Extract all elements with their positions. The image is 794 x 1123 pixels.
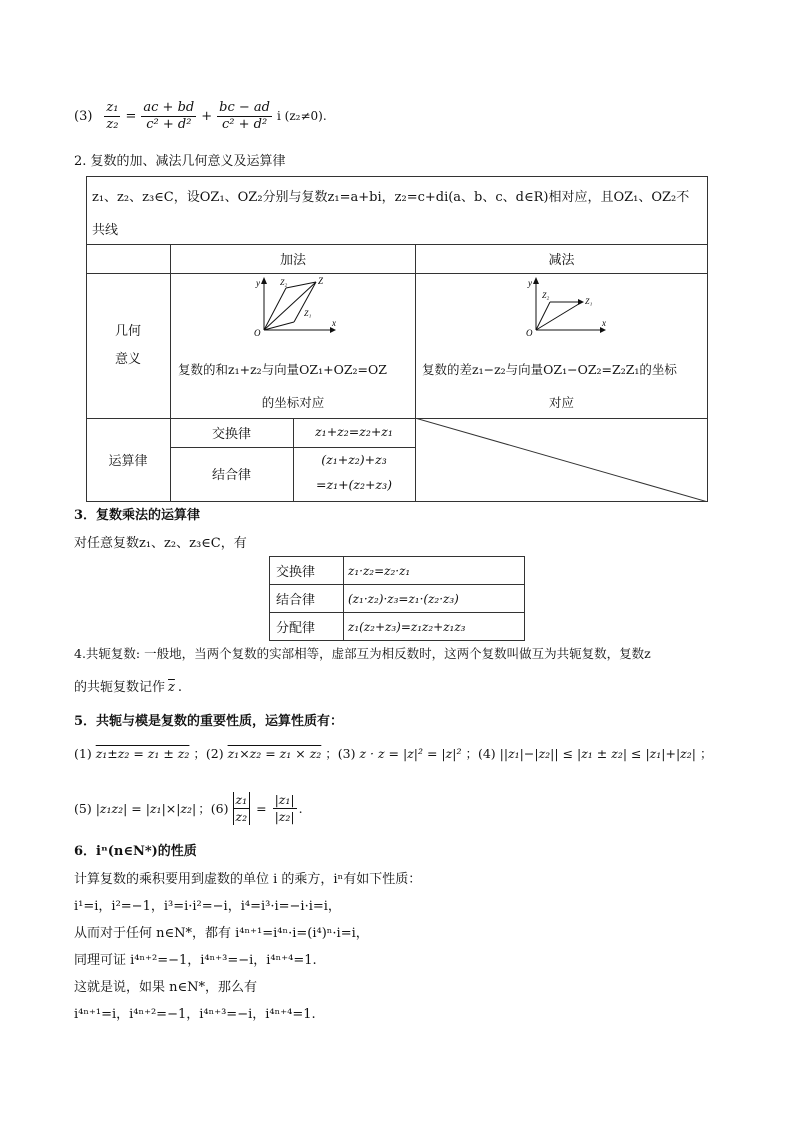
subtraction-vector-figure bbox=[518, 274, 614, 340]
law-formula: (z₁·z₂)·z₃=z₁·(z₂·z₃) bbox=[344, 585, 525, 613]
svg-text:y: y bbox=[528, 278, 532, 288]
section-4-line1: 4.共轭复数: 一般地，当两个复数的实部相等，虚部互为相反数时，这两个复数叫做互为共轭复数，复数z bbox=[74, 646, 651, 661]
section-6-line: 这就是说，如果 n∈N*，那么有 bbox=[74, 980, 258, 995]
commute-formula: z₁+z₂=z₂+z₁ bbox=[315, 424, 393, 439]
section-6-line: 计算复数的乘积要用到虚数的单位 i 的乘方，iⁿ有如下性质： bbox=[74, 872, 422, 887]
law-formula: z₁(z₂+z₃)=z₁z₂+z₁z₃ bbox=[344, 613, 525, 641]
formula-3: (3) $\frac{\text{z₁}}{\text{z₂}}$ = $\frac{ac + bd}{\text{c² + d²}}$ + $\frac{bc - ad}{\text{c² + d²}}$ i (z₂≠0). bbox=[74, 99, 327, 132]
law-name: 分配律 bbox=[270, 613, 344, 641]
law-name: 结合律 bbox=[270, 585, 344, 613]
svg-text:O: O bbox=[526, 328, 533, 338]
section-3-intro: 对任意复数z₁、z₂、z₃∈C，有 bbox=[74, 536, 247, 551]
section-6-line: i¹=i，i²=−1，i³=i·i²=−i，i⁴=i³·i=−i·i=i， bbox=[74, 899, 341, 914]
formula-3-frac2: $\frac{bc - ad}{\text{c² + d²}}$ bbox=[219, 99, 270, 132]
svg-text:Z₂: Z₂ bbox=[280, 278, 288, 287]
row-geo-label-1: 几何 bbox=[114, 324, 141, 339]
svg-text:Z₁: Z₁ bbox=[585, 297, 593, 306]
addition-parallelogram-figure bbox=[252, 274, 342, 340]
law-name: 交换律 bbox=[270, 557, 344, 585]
table-intro-line2: 共线 bbox=[92, 223, 119, 238]
section-6-heading: 6．iⁿ(n∈N*)的性质 bbox=[74, 844, 197, 859]
section-6-line: i⁴ⁿ⁺¹=i，i⁴ⁿ⁺²=−1，i⁴ⁿ⁺³=−i，i⁴ⁿ⁺⁴=1. bbox=[74, 1007, 316, 1022]
formula-3-frac1: $\frac{ac + bd}{\text{c² + d²}}$ bbox=[143, 99, 195, 132]
sub-description-2: 对应 bbox=[548, 395, 574, 410]
svg-text:x: x bbox=[602, 318, 606, 328]
section-6-line: 同理可证 i⁴ⁿ⁺²=−1，i⁴ⁿ⁺³=−i，i⁴ⁿ⁺⁴=1. bbox=[74, 953, 317, 968]
commute-label: 交换律 bbox=[211, 427, 251, 442]
row-law-label: 运算律 bbox=[108, 454, 148, 469]
table-intro-line1: z₁、z₂、z₃∈C，设OZ₁、OZ₂分别与复数z₁=a+bi，z₂=c+di(a、b、c、d∈R)相对应，且OZ₁、OZ₂不 bbox=[92, 190, 690, 205]
svg-text:x: x bbox=[332, 318, 336, 328]
section-3-heading: 3．复数乘法的运算律 bbox=[74, 508, 201, 523]
section-6-line: 从而对于任何 n∈N*，都有 i⁴ⁿ⁺¹=i⁴ⁿ·i=(i⁴)ⁿ·i=i， bbox=[74, 926, 369, 941]
col-header-add: 加法 bbox=[279, 253, 306, 268]
formula-3-lhs: $\frac{\text{z₁}}{\text{z₂}}$ bbox=[106, 99, 119, 132]
svg-text:Z: Z bbox=[318, 276, 324, 286]
svg-text:Z₁: Z₁ bbox=[304, 309, 312, 318]
section-5-heading: 5．共轭与模是复数的重要性质，运算性质有： bbox=[74, 714, 344, 729]
svg-text:O: O bbox=[254, 328, 261, 338]
section-5-line2: (5) |z₁z₂| = |z₁|×|z₂| ；(6) $\frac{\text{z₁}}{\text{z₂}}$ = $\frac{\text{|z₁|}}{\text{|z₂|}}$ . bbox=[74, 791, 303, 824]
law-formula: z₁·z₂=z₂·z₁ bbox=[344, 557, 525, 585]
sub-description-1: 复数的差z₁−z₂与向量OZ₁−OZ₂=Z₂Z₁的坐标 bbox=[422, 362, 677, 377]
assoc-label: 结合律 bbox=[211, 468, 251, 483]
assoc-formula-2: =z₁+(z₂+z₃) bbox=[316, 477, 392, 492]
formula-3-label: (3) bbox=[74, 108, 93, 124]
empty-cell-diagonal bbox=[415, 418, 708, 502]
assoc-formula-1: (z₁+z₂)+z₃ bbox=[321, 452, 387, 467]
section-2-heading: 2. 复数的加、减法几何意义及运算律 bbox=[74, 154, 286, 169]
multiplication-laws-table bbox=[269, 556, 525, 641]
section-4-line2: 的共轭复数记作 $\overline{z}$ . bbox=[74, 680, 183, 695]
section-5-line1: (1) z₁±z₂ = z₁ ± z₂ ；(2) z₁×z₂ = z₁ × z₂ ；(3) z · z = |z|² = |z|² ；(4) ||z₁|−|z₂|| ≤ |z₁ ± z₂| ≤ |z₁|+|z₂| ； bbox=[74, 746, 713, 761]
svg-text:y: y bbox=[256, 278, 260, 288]
svg-text:Z₂: Z₂ bbox=[542, 291, 550, 300]
row-geo-label-2: 意义 bbox=[114, 352, 141, 367]
add-description-1: 复数的和z₁+z₂与向量OZ₁+OZ₂=OZ bbox=[178, 362, 387, 377]
col-header-sub: 减法 bbox=[548, 253, 575, 268]
add-description-2: 的坐标对应 bbox=[261, 395, 325, 410]
